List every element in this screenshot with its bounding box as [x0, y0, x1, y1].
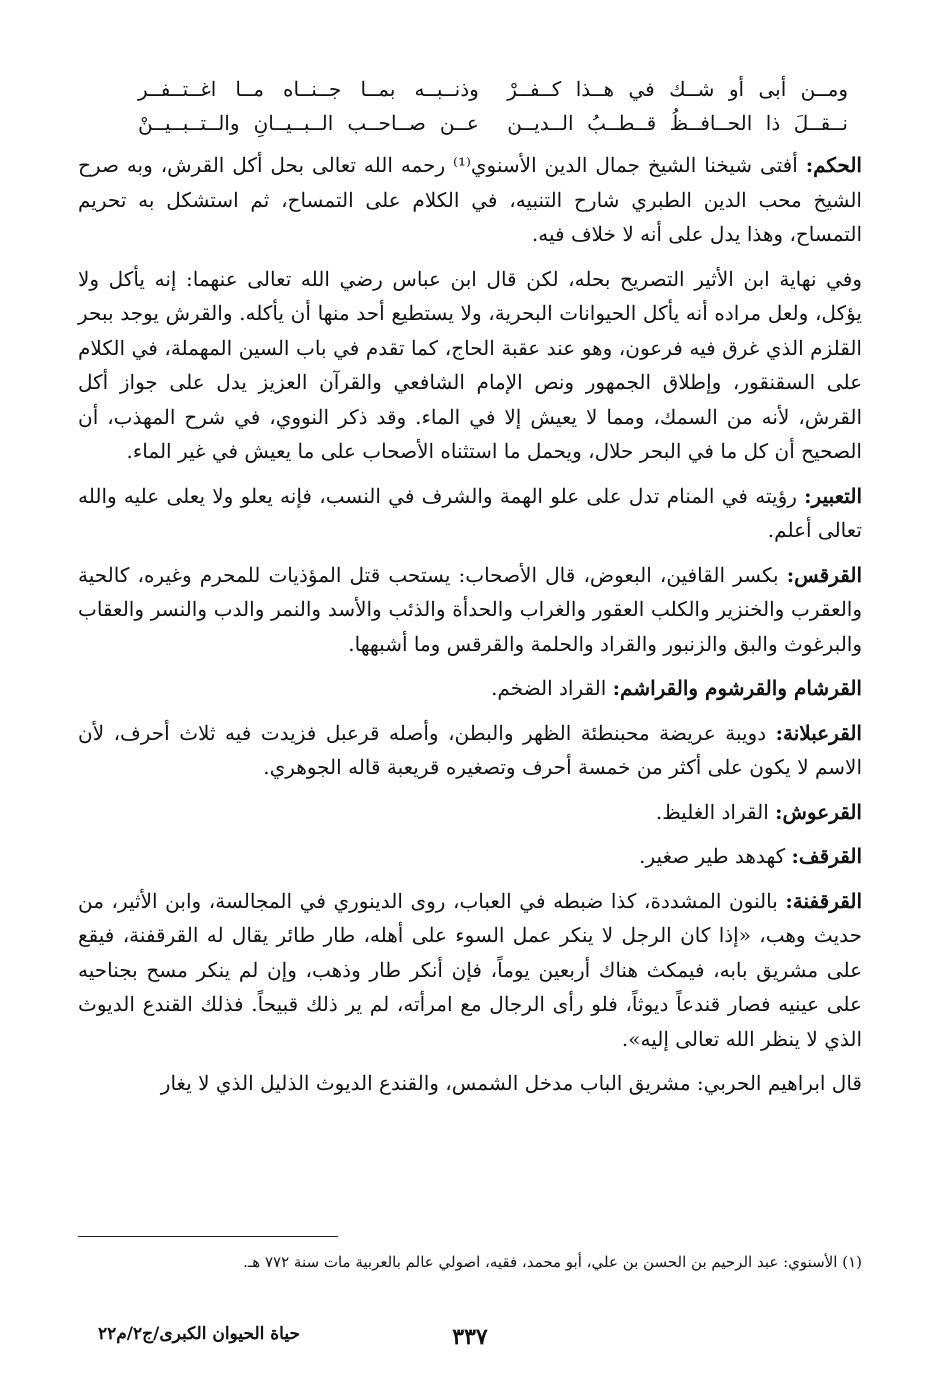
body-text	[78, 148, 862, 1101]
entry-text: دويبة عريضة محبنطئة الظهر والبطن، وأصله قرعبل فزيدت فيه ثلاث أحرف، لأن الاسم لا يكون على أكثر من خمسة أحرف وتصغيره قريعبة قاله الجوهري.	[78, 720, 862, 779]
entry-term: القرعبلانة:	[775, 720, 862, 745]
entry-text: بكسر القافين، البعوض، قال الأصحاب: يستحب قتل المؤذيات للمحرم وغيره، كالحية والعقرب والخنزير والكلب العقور والغراب والحدأة والذئب والأسد والنمر والدب والنسر والعقاب والبرغوث والبق والزنبور والقراد والحلمة والقرقس وما أشبهها.	[78, 562, 862, 656]
verse-2-first-hemistich: نــقــلَ ذا الحــافــظُ قــطــبُ الــديــن	[507, 111, 848, 135]
paragraph-ruling	[78, 148, 862, 252]
entry-text: وفي نهاية ابن الأثير التصريح بحله، لكن قال ابن عباس رضي الله تعالى عنهما: إنه يأكل ولا يؤكل، ولعل مراده أنه يأكل الحيوانات البحرية، ولا يستطيع أحد منها أن يأكله. والقرش يوجد ببحر القلزم الذي غرق فيه فرعون، وهو عند عقبة الحاج، كما تقدم في باب السين المهملة، في الكلام على السقنقور، وإطلاق الجمهور ونص الإمام الشافعي والقرآن العزيز يدل على جواز أكل القرش، لأنه من السمك، ومما لا يعيش إلا في الماء. وقد ذكر النووي، في شرح المهذب، أن الصحيح أن كل ما في البحر حلال، ويحمل ما استثناه الأصحاب على ما يعيش في غير الماء.	[78, 266, 862, 463]
paragraph-dream-interpretation	[78, 479, 862, 548]
entry-text: رؤيته في المنام تدل على علو الهمة والشرف في النسب، فإنه يعلو ولا يعلى عليه والله تعالى أعلم.	[78, 483, 862, 542]
verse-1-first-hemistich: ومــن أبى أو شــك في هــذا كــفــرْ	[507, 77, 848, 101]
entry-term: الحكم:	[805, 153, 862, 177]
poem-verse-1	[78, 72, 862, 106]
paragraph-qarqaf	[78, 839, 862, 874]
paragraph-qirsham	[78, 671, 862, 706]
paragraph-ibrahim-harbi	[78, 1066, 862, 1101]
footnote-divider	[78, 1236, 338, 1237]
book-page	[78, 58, 862, 1349]
entry-text: القراد الضخم.	[491, 676, 613, 700]
entry-term: القرقفنة:	[785, 888, 862, 913]
page-number: ٣٣٧	[452, 1324, 488, 1350]
entry-term: القرقف:	[791, 844, 862, 868]
entry-text: القراد الغليظ.	[655, 799, 776, 824]
entry-text: كهدهد طير صغير.	[639, 844, 792, 868]
entry-term: القرقس:	[786, 562, 862, 587]
entry-text: قال ابراهيم الحربي: مشريق الباب مدخل الشمس، والقندع الديوث الذليل الذي لا يغار	[160, 1071, 862, 1095]
entry-text: بالنون المشددة، كذا ضبطه في العباب، روى الدينوري في المجالسة، وابن الأثير، من حديث وهب، «إذا كان الرجل لا ينكر عمل السوء على أهله، طار طائر يقال له القرقفنة، فيقع على مشريق بابه، فيمكث هناك أربعين يوماً، فإن أنكر طار وذهب، وإن لم ينكر مسح بجناحيه على عينيه فصار قندعاً ديوثاً، فلو رأى الرجال مع امرأته، لم ير ذلك قبيحاً. فذلك القندع الديوث الذي لا ينظر الله تعالى إليه».	[78, 888, 862, 1051]
entry-term: القرشام والقرشوم والقراشم:	[612, 676, 862, 700]
entry-text: أفتى شيخنا الشيخ جمال الدين الأسنوي⁽¹⁾ رحمه الله تعالى بحل أكل القرش، وبه صرح الشيخ محب الدين الطبري شارح التنبيه، في الكلام على التمساح، ثم استشكل به تحريم التمساح، وهذا يدل على أنه لا خلاف فيه.	[78, 153, 862, 246]
entry-term: القرعوش:	[775, 799, 862, 824]
paragraph-qirqis	[78, 558, 862, 662]
paragraph-qarawsh	[78, 795, 862, 830]
poem-verse-2	[78, 106, 862, 140]
verse-1-second-hemistich: وذنــبــه بمــا جــنــاه مــا اغــتــفــر	[138, 77, 479, 101]
poem-verses	[78, 72, 862, 140]
paragraph-qaraablana	[78, 716, 862, 785]
running-title: حياة الحيوان الكبرى/ج٢/م٢٢	[98, 1324, 300, 1344]
page-footer	[78, 1324, 862, 1354]
paragraph-ibn-athir	[78, 262, 862, 469]
paragraph-qarqafna	[78, 884, 862, 1057]
verse-2-second-hemistich: عــن صــاحــب الــبــيــانِ والــتــبــيــنْ	[138, 111, 479, 135]
entry-term: التعبير:	[804, 483, 862, 508]
footnote: (١) الأسنوي: عبد الرحيم بن الحسن بن علي، أبو محمد، فقيه، اصولي عالم بالعربية مات سنة ٧٧٢ هـ.	[243, 1253, 862, 1271]
